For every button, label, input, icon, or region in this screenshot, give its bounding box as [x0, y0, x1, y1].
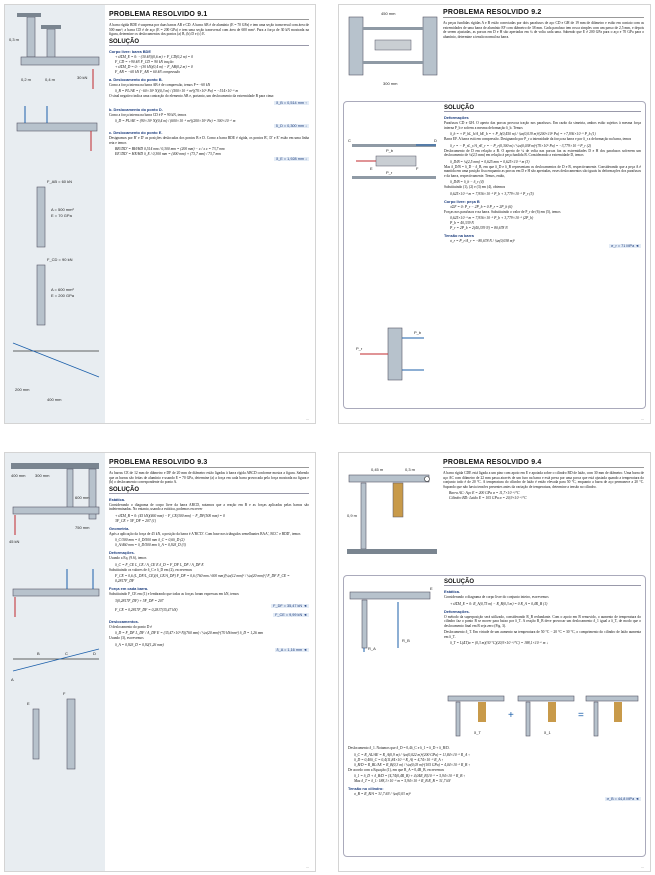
paragraph: Barra EF. A barra está em compressão. Designando por P_r a intensidade da força na barra e por δ_r a deformação na barra, temos [444, 137, 632, 141]
material-brass: Cilindro BD: Latão E = 105 GPa α = 20,9×10⁻⁶/°C [449, 496, 527, 500]
equation: δ_B/D = R_BL/AE = R_B(0,3 m) / ¼π(0,03 m)²(105 GPa) = 4,04×10⁻⁹ R_B ↑ [354, 762, 471, 767]
step-statics: Estática. [109, 496, 126, 502]
paragraph: Como a força interna na barra AB é de compressão, temos P = −60 kN [109, 82, 211, 87]
problem-statement: As peças fundidas rígidas A e B estão conectadas por dois parafusos de aço CD e GH de 19 mm de diâmetro e estão em contato com as extremidades de uma barra de alumínio EF com diâmetro de 38 mm. Cada parafuso tem rosca simples com um passo de 2,5 mm, e depois de serem ajustadas, as porcas em D e H são apertadas em ¼ de volta cada uma. Sabendo que E é 200 GPa para o aço e 70 GPa para o alumínio, determine a tensão normal na barra. [443, 21, 644, 39]
paragraph: Considerando o diagrama de corpo livre do conjunto inteiro, escrevemos [444, 595, 549, 599]
fig3-dim-b: 300 mm [35, 473, 50, 478]
equation: δ_A = 0,92δ_D = 0,92(1,26 mm) [115, 642, 164, 647]
fig2-label-c: C [348, 138, 351, 143]
page-number: — [641, 417, 644, 421]
equation: ±ΣF = 0: P_r − 2P_b = 0 P_r = 2P_b (6) [450, 204, 513, 209]
equation: δ_T = L(ΔT)α = (0,3 m)(30 °C)(20,9×10⁻⁶/°C) = 188,1×10⁻⁶ m ↓ [450, 641, 549, 645]
fig1-load-label: 30 kN [77, 75, 88, 80]
paragraph: Designamos por B′ e D′ as posições deslocadas dos pontos B e D. Como a barra BDE é rígida, os pontos B′, D′ e E′ estão em uma linha reta e temos [109, 136, 309, 145]
svg-text:+: + [508, 710, 514, 721]
fig3-label-c: C [65, 651, 68, 656]
solution-heading: SOLUÇÃO [444, 579, 641, 586]
figure-deformation [346, 136, 442, 196]
fig4-rb: R_B [402, 638, 410, 643]
solution-heading: SOLUÇÃO [444, 105, 641, 112]
fig4-delta-t: δ_T [474, 730, 481, 735]
figure-column [5, 453, 105, 871]
fig2-label-pr: P_r [386, 170, 393, 175]
fig4-dim-09: 0,9 m [347, 513, 358, 518]
page-number: — [641, 865, 644, 869]
fig4-label-e: E [430, 586, 433, 591]
fig3-label-b: B [37, 651, 40, 656]
fig2-fb-pr: P_r [356, 346, 363, 351]
fig2-label-f: F [416, 166, 419, 171]
fig2-label-d: D [434, 138, 437, 143]
problem-statement: A barra rígida BDE é suspensa por duas barras AB e CD. A barra AB é de alumínio (E = 70 GPa) e tem uma seção transversal com área de 500 mm²; a barra CD é de aço (E = 200 GPa) e tem uma seção transversal com área de 600 mm². Para a força de 30 kN mostrada na figura, determine os deslocamentos dos pontos (a) B, (b) D e (c) E. [109, 23, 309, 36]
svg-text:=: = [578, 710, 584, 721]
figure-superposition [444, 688, 640, 740]
paragraph: Mas δ_D/B = δ_D − δ_B, em que δ_D e δ_B representam os deslocamentos de D e B, respectivamente. Considerando que a peça A é mantida em uma posição fixa enquanto as porcas em D e H são apertadas, esses deslocamentos são iguais às deformações dos parafusos e da barra, respectivamente. Temos, então, [444, 164, 641, 178]
paragraph: Considerando o diagrama de corpo livre da barra ABCD, notamos que a reação em B e as forças aplicadas pelas barras são indeterminadas. No entanto, usando a estática, podemos escrever [109, 502, 309, 511]
paragraph: O sinal negativo indica uma contração do elemento AB e, portanto, um deslocamento da extremidade B para cima: [109, 94, 274, 98]
fig4-dim-045: 0,45 m [371, 467, 384, 472]
equation: δ_b = + P_bL_b/A_bE_b = + P_b(0,450 m) / ¼π(0,019 m)²(200×10⁹ Pa) = +7,936×10⁻⁹ P_b (1) [450, 132, 596, 136]
material-steel: Barra AC: Aço E = 200 GPa α = 11,7×10⁻⁶/°C [449, 491, 520, 495]
equation: F_CE = 0,2817F_DF = 0,2817(35,47 kN) [115, 607, 178, 612]
equation: F_CE = 0,6 (L_DF/L_CE)(A_CE/A_DF) F_DF = 0,6 (760 mm / 600 mm)[¼π(12 mm)² / ¼π(20 mm)²] F_DF F_CE = 0,2817F_DF [115, 574, 290, 583]
paragraph: Deslocamento δ_T. Em virtude de um aumento na temperatura de 50 °C − 20 °C = 30 °C, o comprimento do cilindro de latão aumenta em δ_T. [444, 630, 641, 639]
equation: F_CD = +90 kN F_CD = 90 kN tração [115, 59, 174, 64]
fig1-len-bd: 0,2 m [21, 77, 32, 82]
fig3-label-a: A [11, 677, 14, 682]
fig1-e-ab: E = 70 GPa [51, 213, 72, 218]
fig3-label-e: E [27, 701, 30, 706]
fig1-dim-400: 400 mm [47, 397, 62, 402]
equation: +↺ΣM_E = 0: R_A(0,75 m) − R_B(0,3 m) = 0 R_A = 0,4R_B (1) [450, 601, 548, 606]
equation: δ_D = 0,40δ_C = 0,4(11,84×10⁻⁹ R_A) = 4,74×10⁻⁹ R_A ↑ [354, 757, 444, 762]
paragraph: Forças nos parafusos e na barra. Substituindo o valor de P_r de (6) em (5), temos [444, 209, 561, 214]
fig3-label-f: F [63, 691, 66, 696]
equation: δ_A/460 mm = δ_D/500 mm δ_A = 0,92δ_D (3) [115, 543, 186, 547]
result-box: F_DF = 35,47 kN ◄ [273, 603, 307, 608]
paragraph: Como a força interna na barra CD é P = 90 kN, temos [109, 112, 187, 117]
figure-column [5, 5, 105, 423]
result-box: δ_D = 0,300 mm ↓ [275, 124, 307, 128]
equation: δ_D/B = ¼(2,5 mm) = 0,625 mm = 0,625×10⁻³ m (3) [450, 159, 530, 164]
fig1-e-cd: E = 200 GPa [51, 293, 75, 298]
fig4-dim-03: 0,3 m [405, 467, 416, 472]
step-stress: Tensão no cilindro: [348, 786, 384, 791]
fig2-label-e: E [370, 166, 373, 171]
result-box: δ_A = 1,16 mm ◄ [276, 647, 307, 652]
page-number: — [306, 865, 309, 869]
fig3-label-d: D [93, 651, 96, 656]
fig3-dim-a: 400 mm [11, 473, 26, 478]
result-box: σ_B = 44,8 MPa ◄ [606, 797, 639, 801]
equation: +↺ΣM_E = 0: −(30 kN)(0,6 m) + F_CD(0,2 m) = 0 [115, 54, 193, 59]
problem-statement: As barras CE de 12 mm de diâmetro e DF de 20 mm de diâmetro estão ligadas à barra rígida ABCD conforme mostra a figura. Sabendo que as barras são feitas de alumínio e usando E = 70 GPa, determine (a) a força em cada barra provocada pela força mostrada na figura e (b) o deslocamento correspondente do ponto A. [109, 471, 309, 484]
result-box: F_CE = 9,99 kN ◄ [275, 612, 307, 617]
text-column [109, 453, 309, 871]
equation: 3(0,2817F_DF) + 5F_DF = 207 [115, 598, 164, 603]
page-problem-9-2 [338, 4, 651, 424]
step-deformations: Deformações. [109, 550, 135, 555]
result-box: δ_E = 1,928 mm ↓ [276, 157, 307, 161]
step-forces: Força em cada barra. [109, 586, 149, 591]
paragraph: Substituindo os valores de δ_C e δ_D em (2), escrevemos [109, 567, 193, 572]
fig1-len-ab: 0,3 m [9, 37, 20, 42]
step-geometry: Geometria. [109, 525, 130, 531]
fig4-delta-1: δ_1 [544, 730, 551, 735]
solution-panel [343, 575, 646, 857]
page-number: — [306, 417, 309, 421]
equation: 0,625×10⁻³ m = 7,936×10⁻⁹ P_b + 3,779×10⁻⁹ (2P_b) [450, 216, 534, 220]
figure-free-body-b [354, 324, 434, 384]
equation: +↺ΣM_B = 0: (45 kN)(460 mm) − F_CE(300 mm) − F_DF(500 mm) = 0 [115, 513, 225, 518]
result-box: δ_B = 0,514 mm ↑ [276, 100, 307, 105]
page-problem-9-3 [4, 452, 316, 872]
fig2-fb-pb: P_b [414, 330, 422, 335]
step-c: c. Deslocamento do ponto E. [109, 130, 163, 135]
equation: δ_B = PL/AE = (−60×10³ N)(0,3 m) / (500×10⁻⁶ m²)(70×10⁹ Pa) = −514×10⁻⁶ m [115, 89, 239, 93]
step-displacements: Deslocamentos. [109, 618, 139, 624]
equation: P_r = 2P_b = 2(40,339 N) = 80,678 N [450, 226, 508, 230]
equation: δ_r = − P_rL_r/A_rE_r = − P_r(0,300 m) / ¼π(0,038 m)²(70×10⁹ Pa) = −3,779×10⁻⁹ P_r (2) [450, 143, 592, 148]
step-a: a. Deslocamento do ponto B. [109, 76, 163, 82]
step-free-body: Corpo livre: peça B [444, 198, 480, 204]
equation: δ_D/B = δ_b − δ_r (4) [450, 180, 484, 184]
equation: σ_r = P_r/A_r = −80,678 N / ¼π(0,038 m)² [450, 239, 515, 243]
step-b: b. Deslocamento do ponto D. [109, 106, 163, 112]
paragraph: De acordo com a Equação (1), em que R_A = 0,4R_B, escrevemos [348, 767, 445, 772]
equation: δ_C/300 mm = δ_D/500 mm δ_C = 0,6δ_D (2) [115, 538, 185, 542]
paragraph: Substituindo (1), (2) e (3) em (4), obtemos [444, 185, 506, 189]
step-stress: Tensão na barra [444, 233, 474, 238]
problem-title: PROBLEMA RESOLVIDO 9.3 [109, 459, 309, 468]
problem-statement: A barra rígida CDE está ligada a um pino com apoio em E e apoiada sobre o cilindro BD de latão, com 30 mm de diâmetro. Uma barra de aço AC com diâmetro de 22 mm passa através de um furo na barra e está presa por uma porca que está ajustada quando a temperatura do conjunto todo é de 20 °C. A temperatura do cilindro de latão é então elevada para 50 °C, enquanto a barra de aço permanece a 20 °C. Supondo que não havia tensões presentes antes da variação de temperatura, determine a tensão no cilindro. [443, 471, 644, 489]
paragraph: Deslocamento de D em relação a B. O aperto de ¼ de volta nas porcas faz as extremidades D e H dos parafusos sofrerem um deslocamento de ¼(2,5 mm) em relação à peça fundida B. Considerando a extremidade D, temos [444, 148, 641, 157]
fig2-dim-300: 300 mm [383, 81, 398, 86]
paragraph: O deslocamento do ponto D é [109, 624, 152, 629]
fig2-label-pb: P_b [386, 148, 394, 153]
step-deformations: Deformações. [444, 608, 470, 614]
fig3-len-ce: 600 mm [75, 495, 90, 500]
figure-rigid-bar-cde [345, 461, 441, 557]
paragraph: Parafusos CD e GH. O aperto das porcas provoca tração nos parafusos. Em razão da simetria, ambos estão sujeitos à mesma força interna P_b e sofrem a mesma deformação δ_b. Temos [444, 121, 641, 130]
equation: +↺ΣM_D = 0: −(30 kN)(0,4 m) − F_AB(0,2 m) = 0 [115, 64, 193, 69]
paragraph: O método da superposição será utilizado, considerando R_B redundante. Com o apoio em B removido, o aumento de temperatura do cilindro faz o ponto B se mover para baixo por δ_T. A reação R_B deve provocar um deslocamento δ_1 igual a δ_T, de modo que o deslocamento final em B seja zero (Fig. 3). [444, 614, 641, 628]
solution-panel [343, 101, 646, 409]
result-box: σ_r = 71 MPa ◄ [611, 244, 639, 248]
fig3-len-df: 750 mm [75, 525, 90, 530]
paragraph: Substituindo F_CE em (1) e lembrando que todas as forças foram expressas em kN, temos [109, 592, 239, 596]
problem-title: PROBLEMA RESOLVIDO 9.1 [109, 11, 309, 20]
equation: Mas δ_T = δ_1: 188,1×10⁻⁶ m = 5,94×10⁻⁹ R_B R_B = 31,7 kN [354, 779, 451, 783]
fig1-area-cd: A = 600 mm² [51, 287, 74, 292]
equation: σ_B = R_B/A = 31,7 kN / ¼π(0,03 m)² [354, 792, 411, 796]
fig1-fab: F_AB = 60 kN [47, 179, 73, 184]
solution-heading: SOLUÇÃO [109, 487, 309, 494]
problem-title: PROBLEMA RESOLVIDO 9.2 [443, 9, 644, 18]
text-column [109, 5, 309, 423]
fig1-fcd: F_CD = 90 kN [47, 257, 73, 262]
step-free-body: Corpo livre: barra BDE [109, 48, 151, 54]
equation: EE′/DD′ = HE/HD δ_E / 0,300 mm = (400 mm) + (73,7 mm) / 73,7 mm [115, 152, 221, 156]
equation: 0,625×10⁻³ m = 7,936×10⁻⁹ P_b + 3,779×10⁻⁹ P_r (5) [450, 191, 534, 196]
problem-title: PROBLEMA RESOLVIDO 9.4 [443, 459, 644, 468]
fig4-ra: R_A [368, 646, 376, 651]
paragraph: Após a aplicação da força de 45 kN, a posição da barra é A′BC′D′. Com base nos triângulos semelhantes BAA′, BCC′ e BDD′, temos [109, 531, 301, 536]
fig1-len-de: 0,4 m [45, 77, 56, 82]
equation: δ_C = F_CE L_CE / A_CE E δ_D = F_DF L_DF / A_DF E [115, 562, 204, 567]
figure-castings-bolts [345, 9, 441, 89]
fig3-load: 45 kN [9, 539, 20, 544]
figure-free-body-assembly [346, 582, 442, 654]
equation: δ_1 = δ_D + δ_B/D = [4,74(0,4R_B) + 4,04R_B]10⁻⁹ = 5,94×10⁻⁹ R_B ↑ [354, 774, 466, 778]
fig2-dim-450: 450 mm [381, 11, 396, 16]
figure-rigid-bar-bde [7, 11, 103, 411]
equation: δ_D = F_DF L_DF / A_DF E = (35,47×10³ N)(760 mm) / ¼π(20 mm)²(70 kN/mm²) δ_D = 1,26 mm [115, 631, 264, 635]
step-statics: Estática. [444, 589, 461, 594]
paragraph: Deslocamento δ_1. Notamos que δ_D = 0,4δ_C e δ_1 = δ_D + δ_B/D. [348, 746, 450, 750]
fig1-area-ab: A = 500 mm² [51, 207, 74, 212]
page-problem-9-4 [338, 452, 651, 872]
equation: δ_C = R_AL/AE = R_A(0,9 m) / ¼π(0,022 m)²(200 GPa) = 11,84×10⁻⁹ R_A ↑ [354, 752, 470, 757]
paragraph: Usando a Eq. (9.6), temos [109, 556, 147, 560]
fig1-dim-200: 200 mm [15, 387, 30, 392]
solution-heading: SOLUÇÃO [109, 39, 309, 46]
paragraph: Usando (3), escrevemos [109, 636, 144, 640]
equation: 3F_CE + 5F_DF = 207 (1) [115, 518, 156, 523]
equation: P_b = 40,339 N [450, 221, 474, 225]
step-deformations: Deformações [444, 115, 469, 120]
page-problem-9-1 [4, 4, 316, 424]
equation: BB′/DD′ = BH/HD 0,514 mm / 0,300 mm = (200 mm) − x / x x = 73,7 mm [115, 147, 225, 151]
equation: δ_D = PL/AE = (90×10³ N)(0,4 m) / (600×10⁻⁶ m²)(200×10⁹ Pa) = 300×10⁻⁶ m [115, 119, 236, 123]
equation: F_AB = −60 kN F_AB = 60 kN compressão [115, 69, 181, 74]
figure-bar-abcd [7, 459, 103, 859]
